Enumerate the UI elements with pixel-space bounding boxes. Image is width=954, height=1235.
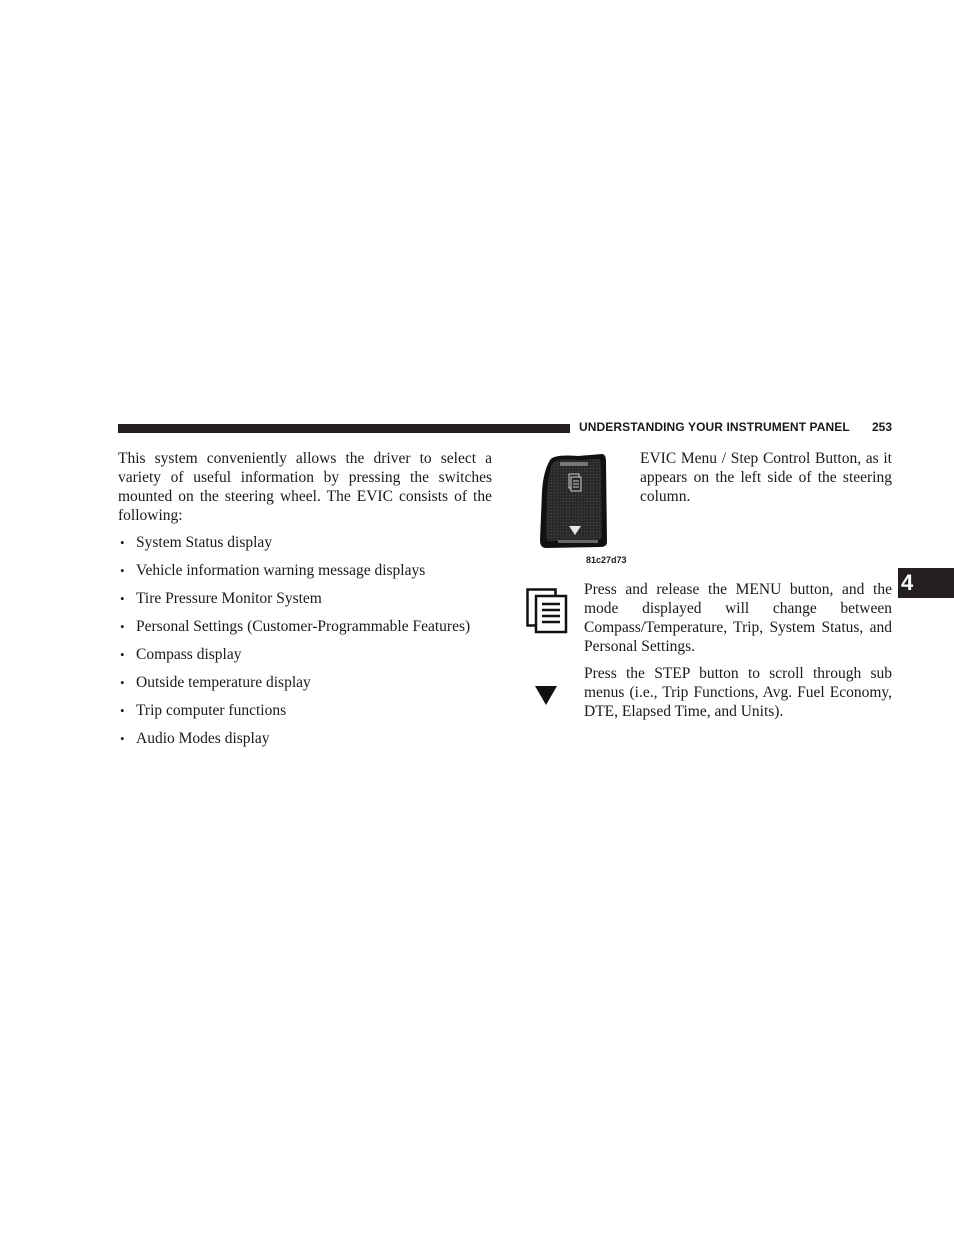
bullet-icon: •	[120, 703, 125, 718]
list-item: • Outside temperature display	[120, 674, 311, 691]
figure-caption: EVIC Menu / Step Control Button, as it appears on the left side of the steering column.	[640, 450, 892, 505]
down-triangle-icon	[535, 686, 557, 705]
bullet-icon: •	[120, 731, 125, 746]
step-button-description: Press the STEP button to scroll through sub menus (i.e., Trip Functions, Avg. Fuel Economy, DTE, Elapsed Time, and Units).	[584, 665, 892, 720]
list-item: • Compass display	[120, 646, 242, 663]
feature-list	[118, 533, 498, 757]
header-rule	[118, 424, 570, 433]
bullet-icon: •	[120, 675, 125, 690]
bullet-icon: •	[120, 535, 125, 550]
list-item: • Personal Settings (Customer-Programmable Features)	[120, 618, 471, 635]
menu-pages-icon	[526, 588, 568, 634]
bullet-icon: •	[120, 647, 125, 662]
bullet-icon: •	[120, 563, 125, 578]
list-item: • Audio Modes display	[120, 730, 270, 747]
bullet-icon: •	[120, 591, 125, 606]
list-item: • Tire Pressure Monitor System	[120, 590, 322, 607]
figure-code: 81c27d73	[586, 555, 627, 565]
menu-button-description: Press and release the MENU button, and the mode displayed will change between Compass/Temperature, Trip, System Status, and Personal Settings.	[584, 581, 892, 655]
running-header-title: UNDERSTANDING YOUR INSTRUMENT PANEL	[579, 420, 850, 434]
evic-button-icon	[538, 452, 610, 550]
list-item: • Trip computer functions	[120, 702, 287, 719]
evic-button-illustration	[538, 452, 610, 550]
list-item: • Vehicle information warning message displays	[120, 562, 426, 579]
list-item: • System Status display	[120, 534, 273, 551]
intro-paragraph: This system conveniently allows the driver to select a variety of useful information by pressing the switches mounted on the steering wheel. The EVIC consists of the following:	[118, 450, 492, 524]
page-number: 253	[871, 420, 892, 434]
chapter-tab: 4	[898, 568, 954, 598]
bullet-icon: •	[120, 619, 125, 634]
